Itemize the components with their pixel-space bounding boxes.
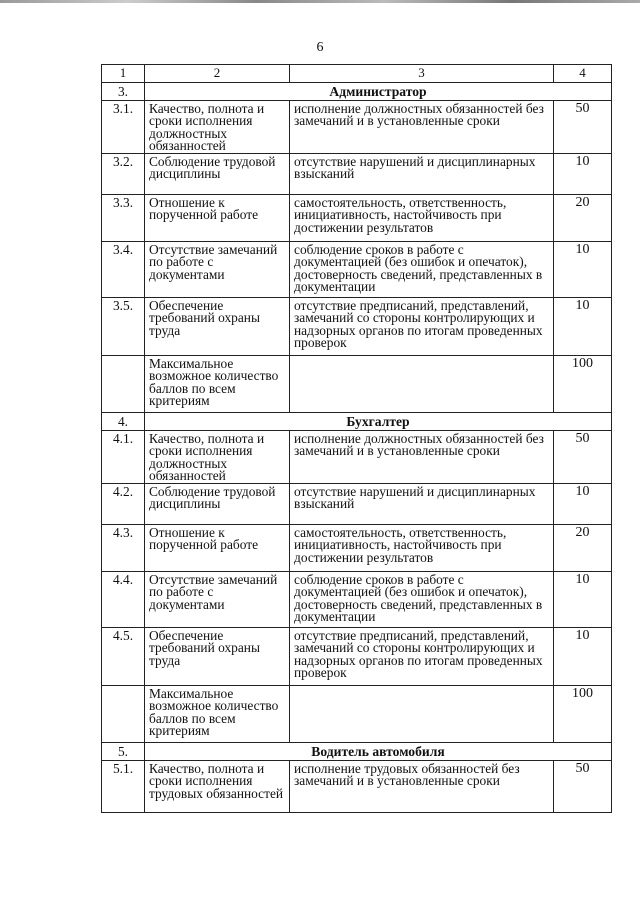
criterion-number: 3.5. (102, 297, 145, 355)
criterion-points: 50 (554, 100, 612, 153)
criterion-description: соблюдение сроков в работе с документацией (без ошибок и опечаток), достоверность сведений, представленных в документации (290, 241, 554, 297)
criterion-row (102, 524, 612, 571)
criterion-points: 50 (554, 430, 612, 483)
section-header-row (102, 742, 612, 760)
criterion-points: 100 (554, 685, 612, 742)
section-header-row (102, 412, 612, 430)
criterion-points: 10 (554, 571, 612, 627)
criterion-row (102, 430, 612, 483)
criterion-name: Качество, полнота и сроки исполнения должностных обязанностей (145, 430, 290, 483)
criterion-row (102, 153, 612, 194)
criterion-name: Максимальное возможное количество баллов по всем критериям (145, 355, 290, 412)
scan-edge (0, 0, 640, 3)
criterion-name: Отсутствие замечаний по работе с документами (145, 571, 290, 627)
header-col-2: 2 (145, 65, 290, 83)
section-number: 3. (102, 82, 145, 100)
criterion-description: отсутствие нарушений и дисциплинарных взысканий (290, 483, 554, 524)
criterion-description (290, 355, 554, 412)
criterion-points: 10 (554, 627, 612, 685)
criterion-points: 20 (554, 524, 612, 571)
criterion-name: Отношение к порученной работе (145, 524, 290, 571)
criterion-points: 10 (554, 241, 612, 297)
criterion-number: 4.1. (102, 430, 145, 483)
section-number: 5. (102, 742, 145, 760)
criterion-description: отсутствие предписаний, представлений, замечаний со стороны контролирующих и надзорных органов по итогам проведенных проверок (290, 627, 554, 685)
criterion-name: Обеспечение требований охраны труда (145, 627, 290, 685)
criterion-number: 3.4. (102, 241, 145, 297)
criteria-table (101, 64, 612, 813)
criterion-row (102, 760, 612, 812)
criterion-name: Качество, полнота и сроки исполнения трудовых обязанностей (145, 760, 290, 812)
criterion-name: Отсутствие замечаний по работе с документами (145, 241, 290, 297)
criterion-description: соблюдение сроков в работе с документацией (без ошибок и опечаток), достоверность сведений, представленных в документации (290, 571, 554, 627)
total-row (102, 685, 612, 742)
criterion-row (102, 100, 612, 153)
criterion-number: 4.5. (102, 627, 145, 685)
total-row (102, 355, 612, 412)
criterion-row (102, 627, 612, 685)
criterion-points: 100 (554, 355, 612, 412)
criterion-row (102, 297, 612, 355)
criterion-description (290, 685, 554, 742)
criterion-row (102, 194, 612, 241)
criterion-number: 3.3. (102, 194, 145, 241)
header-col-4: 4 (554, 65, 612, 83)
criterion-points: 20 (554, 194, 612, 241)
criterion-row (102, 483, 612, 524)
criterion-description: отсутствие нарушений и дисциплинарных взысканий (290, 153, 554, 194)
criterion-row (102, 571, 612, 627)
criterion-name: Отношение к порученной работе (145, 194, 290, 241)
section-number: 4. (102, 412, 145, 430)
criterion-number (102, 685, 145, 742)
criterion-description: отсутствие предписаний, представлений, замечаний со стороны контролирующих и надзорных органов по итогам проведенных проверок (290, 297, 554, 355)
criterion-description: самостоятельность, ответственность, инициативность, настойчивость при достижении результатов (290, 194, 554, 241)
table-header-row (102, 65, 612, 83)
criterion-points: 50 (554, 760, 612, 812)
criterion-description: исполнение должностных обязанностей без замечаний и в установленные сроки (290, 430, 554, 483)
criterion-name: Соблюдение трудовой дисциплины (145, 153, 290, 194)
criterion-number: 3.2. (102, 153, 145, 194)
section-header-row (102, 82, 612, 100)
criterion-name: Обеспечение требований охраны труда (145, 297, 290, 355)
section-title: Водитель автомобиля (145, 742, 612, 760)
criterion-description: исполнение должностных обязанностей без замечаний и в установленные сроки (290, 100, 554, 153)
criterion-number: 4.4. (102, 571, 145, 627)
criterion-name: Качество, полнота и сроки исполнения должностных обязанностей (145, 100, 290, 153)
criterion-points: 10 (554, 483, 612, 524)
criterion-row (102, 241, 612, 297)
page-number: 6 (316, 40, 324, 55)
criterion-description: исполнение трудовых обязанностей без замечаний и в установленные сроки (290, 760, 554, 812)
header-col-3: 3 (290, 65, 554, 83)
criterion-name: Максимальное возможное количество баллов по всем критериям (145, 685, 290, 742)
criterion-number (102, 355, 145, 412)
criterion-number: 3.1. (102, 100, 145, 153)
section-title: Администратор (145, 82, 612, 100)
criterion-description: самостоятельность, ответственность, инициативность, настойчивость при достижении результатов (290, 524, 554, 571)
section-title: Бухгалтер (145, 412, 612, 430)
criterion-points: 10 (554, 153, 612, 194)
criterion-name: Соблюдение трудовой дисциплины (145, 483, 290, 524)
criterion-number: 4.3. (102, 524, 145, 571)
header-col-1: 1 (102, 65, 145, 83)
criterion-number: 5.1. (102, 760, 145, 812)
criterion-points: 10 (554, 297, 612, 355)
criterion-number: 4.2. (102, 483, 145, 524)
